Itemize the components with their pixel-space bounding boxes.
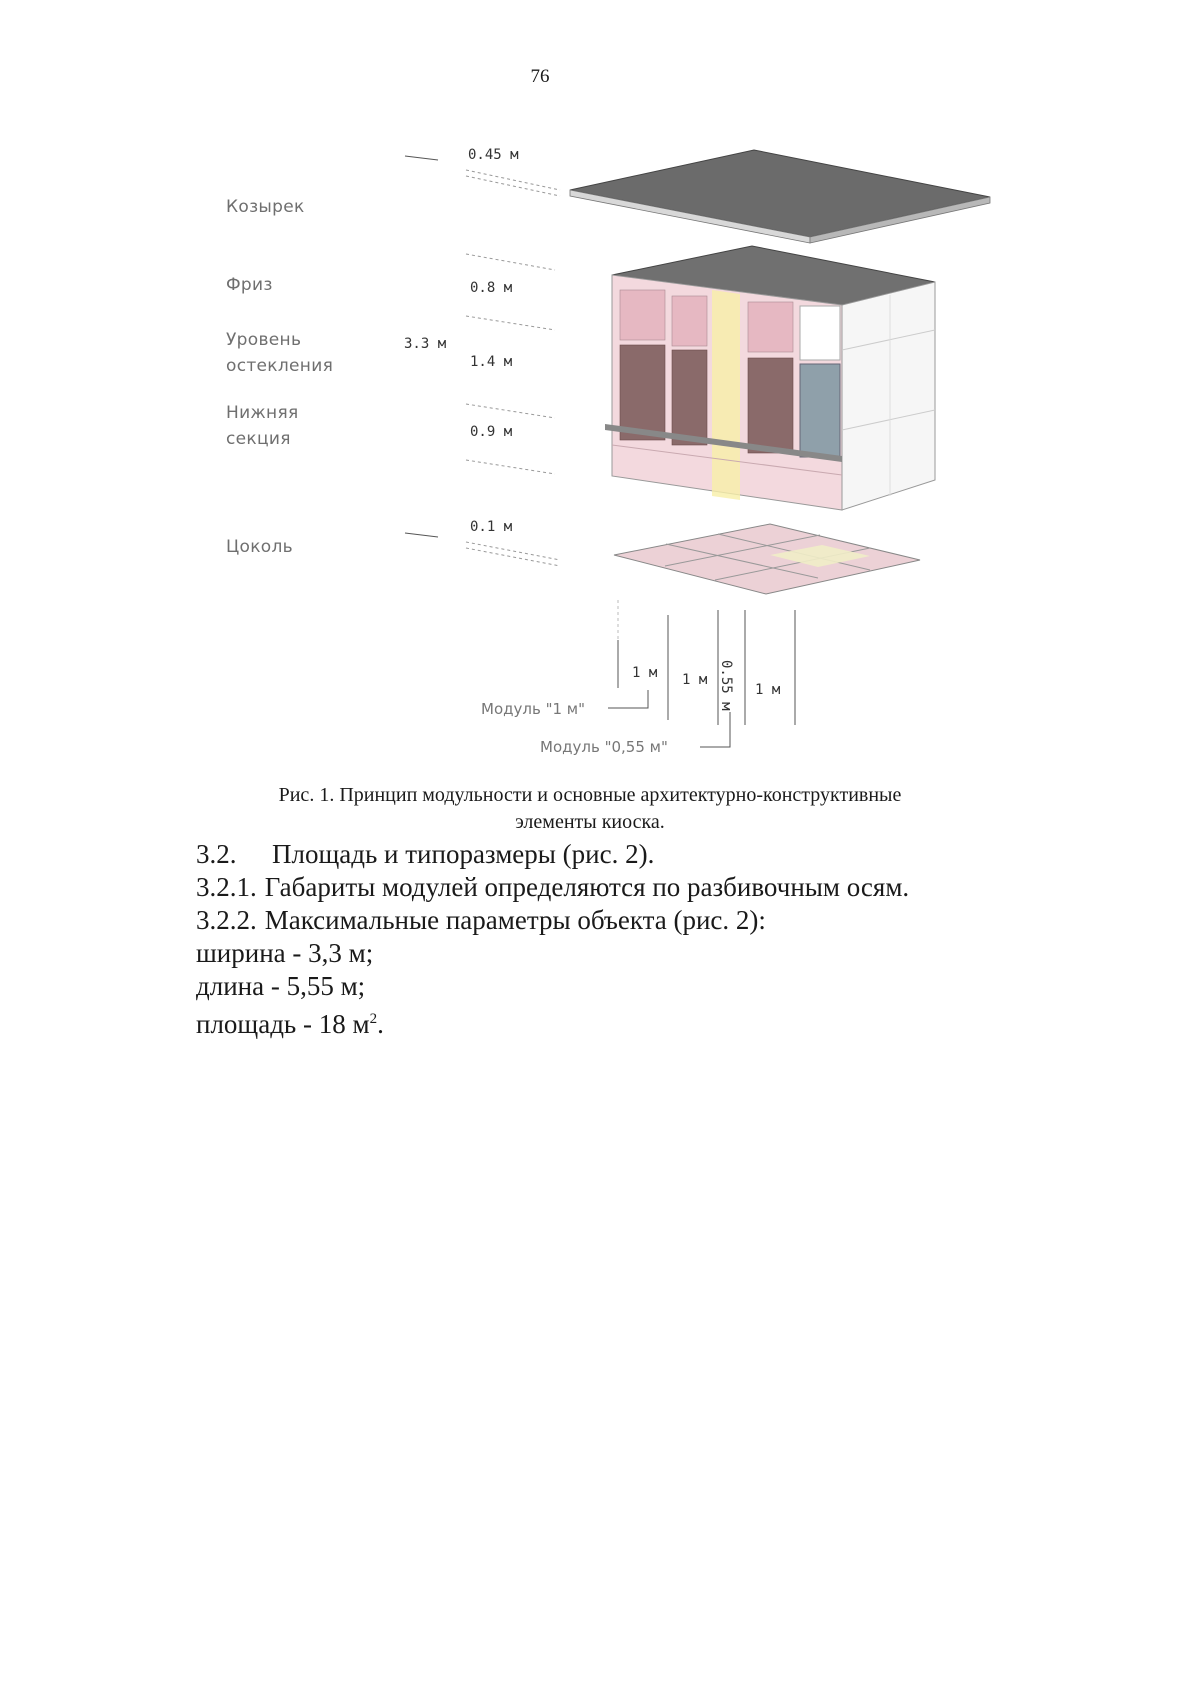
section-text-line: Максимальные параметры объекта (рис. 2): bbox=[264, 905, 766, 935]
section-3-2 bbox=[196, 838, 1096, 871]
label-friz: Фриз bbox=[226, 275, 273, 295]
section-text-line: Габариты модулей определяются по разбивочным осям. bbox=[264, 872, 910, 902]
module-1-label: Модуль "1 м" bbox=[481, 700, 585, 718]
section-3-2-2 bbox=[196, 904, 1096, 937]
caption-line-2: элементы киоска. bbox=[515, 811, 665, 833]
dim-total: 3.3 м bbox=[404, 336, 447, 352]
section-number: 3.2.1. bbox=[196, 872, 257, 902]
param-width: ширина - 3,3 м; bbox=[196, 938, 374, 968]
kiosk-figure bbox=[0, 0, 1200, 780]
module-dim-1b: 1 м bbox=[682, 672, 708, 688]
label-kozyrek: Козырек bbox=[226, 197, 305, 217]
dim-glazing: 1.4 м bbox=[470, 354, 513, 370]
section-text bbox=[196, 838, 1096, 1041]
area-superscript: 2 bbox=[369, 1011, 378, 1027]
area-text: площадь - 18 м bbox=[196, 1009, 370, 1039]
dim-plinth: 0.1 м bbox=[470, 519, 513, 535]
label-glazing-1: Уровень bbox=[226, 330, 302, 350]
param-length: длина - 5,55 м; bbox=[196, 971, 366, 1001]
module-dim-1c: 1 м bbox=[755, 682, 781, 698]
figure-caption bbox=[200, 782, 980, 836]
label-lower-2: секция bbox=[226, 429, 291, 449]
param-area bbox=[196, 1003, 1096, 1041]
page-number: 76 bbox=[530, 66, 550, 87]
dim-canopy: 0.45 м bbox=[468, 147, 519, 163]
label-tsokol: Цоколь bbox=[226, 537, 293, 557]
dim-frieze: 0.8 м bbox=[470, 280, 513, 296]
kiosk-body bbox=[605, 246, 935, 510]
module-dim-055: 0.55 м bbox=[718, 660, 734, 711]
section-number: 3.2.2. bbox=[196, 905, 257, 935]
canopy-slab bbox=[570, 150, 990, 243]
module-055-label: Модуль "0,55 м" bbox=[540, 738, 668, 756]
caption-line-1: Рис. 1. Принцип модульности и основные архитектурно-конструктивные bbox=[278, 784, 902, 806]
label-glazing-2: остекления bbox=[226, 356, 334, 376]
area-period: . bbox=[377, 1009, 384, 1039]
dim-lower: 0.9 м bbox=[470, 424, 513, 440]
section-3-2-1 bbox=[196, 871, 1096, 904]
section-title: Площадь и типоразмеры (рис. 2). bbox=[272, 839, 655, 869]
section-number: 3.2. bbox=[196, 839, 237, 869]
label-lower-1: Нижняя bbox=[226, 403, 299, 423]
module-dim-1a: 1 м bbox=[632, 665, 658, 681]
plinth-slab bbox=[614, 524, 920, 594]
